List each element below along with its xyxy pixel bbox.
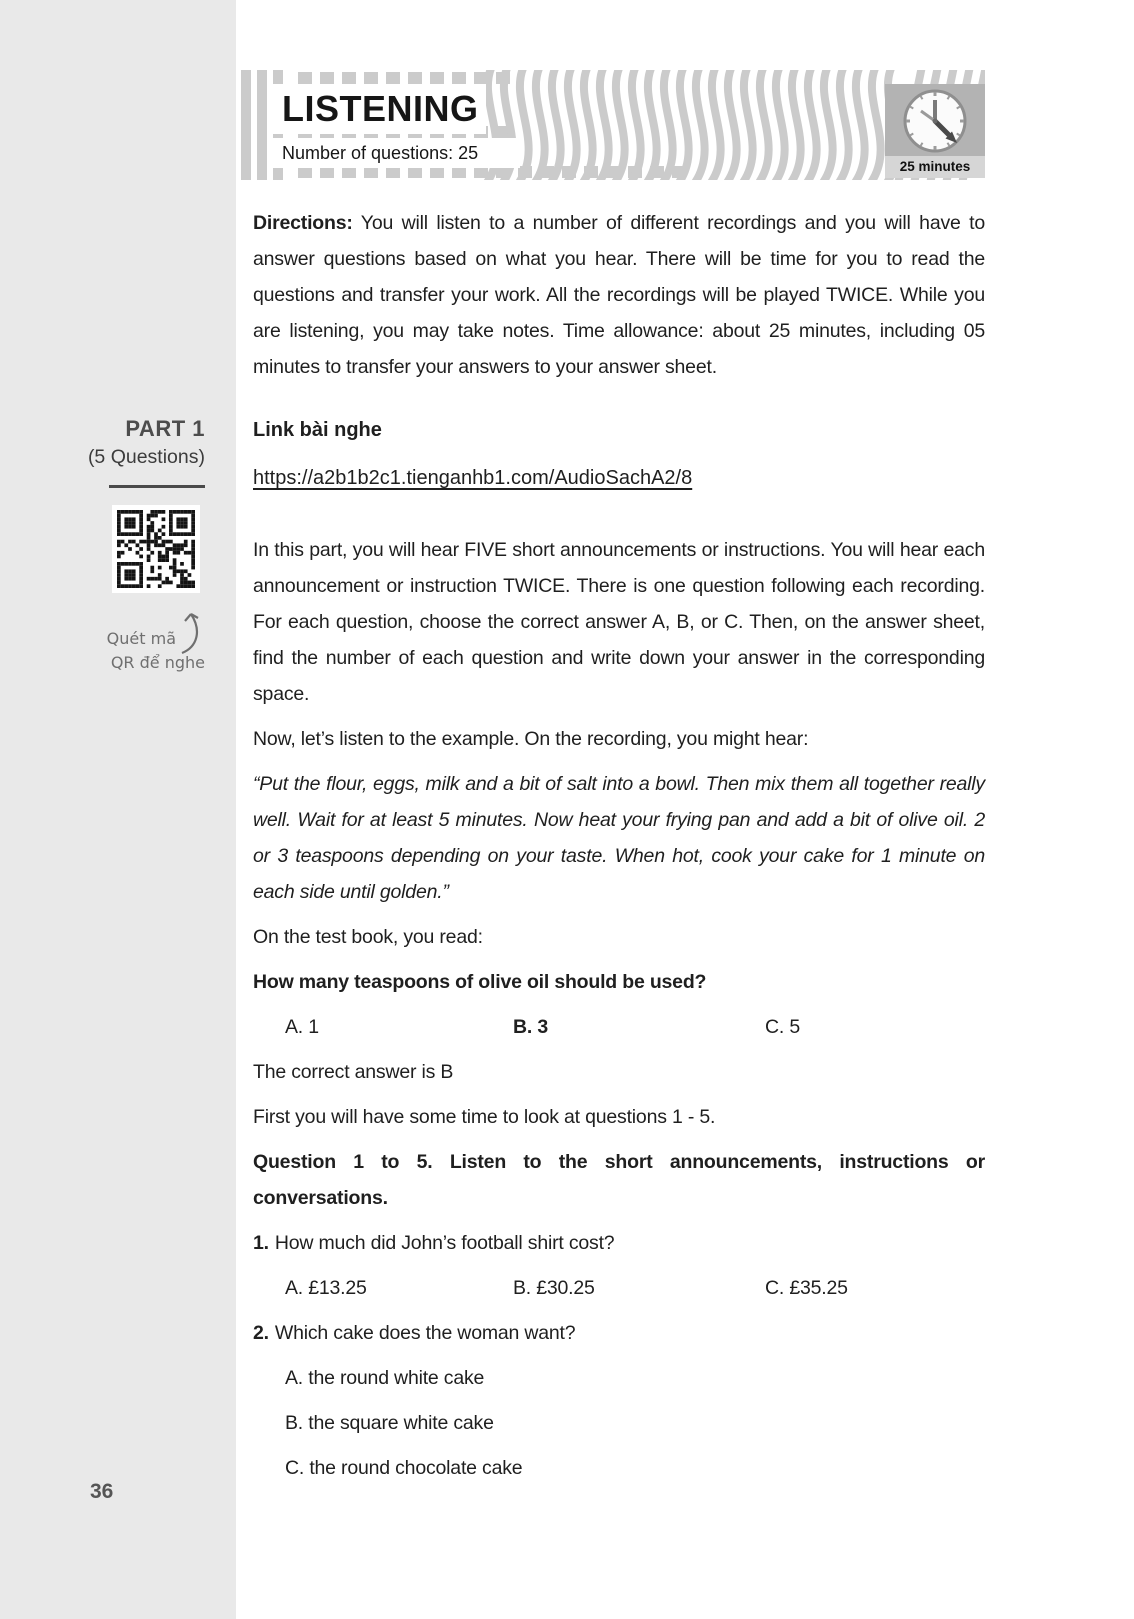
clock-icon <box>885 84 985 156</box>
audio-link-label: Link bài nghe <box>253 419 382 441</box>
example-quote: “Put the flour, eggs, milk and a bit of salt into a bowl. Then mix them all together really well. Wait for at least 5 minutes. Now heat your frying pan and add a bit of olive oil. 2 or 3 teaspoons depending on your taste. When hot, cook your cake for 1 minute on each side until golden.” <box>253 773 985 903</box>
read-lead: On the test book, you read: <box>253 926 483 948</box>
question-2 <box>253 1315 985 1351</box>
question-1-options <box>253 1270 985 1306</box>
example-lead: Now, let’s listen to the example. On the recording, you might hear: <box>253 728 809 750</box>
part-label: PART 1 <box>125 416 205 441</box>
question-2-option-a: A. the round white cake <box>285 1367 485 1389</box>
task-heading: Question 1 to 5. Listen to the short announcements, instructions or conversations. <box>253 1151 985 1209</box>
qr-caption-line2: QR để nghe <box>110 653 205 672</box>
answer-note: The correct answer is B <box>253 1061 454 1083</box>
question-2-text: Which cake does the woman want? <box>274 1322 576 1344</box>
left-sidebar <box>0 0 236 1619</box>
qr-code-icon[interactable] <box>112 505 200 593</box>
divider <box>109 485 205 488</box>
part-block <box>30 416 205 675</box>
question-2-options <box>285 1360 985 1486</box>
timer-label: 25 minutes <box>885 156 985 178</box>
question-count-box <box>268 138 520 168</box>
example-option-b: B. 3 <box>513 1016 548 1038</box>
directions-text: You will listen to a number of different recordings and you will have to answer questions based on what you hear. There will be time for you to read the questions and transfer your work. All the recordings will be played TWICE. While you are listening, you may take notes. Time allowance: about 25 minutes, including 05 minutes to transfer your answers to your answer sheet. <box>253 212 985 378</box>
page-content <box>253 0 985 1495</box>
question-1-number: 1. <box>253 1232 269 1254</box>
page-number: 36 <box>90 1480 114 1503</box>
directions-paragraph <box>253 205 985 385</box>
question-2-option-c: C. the round chocolate cake <box>285 1457 523 1479</box>
example-question: How many teaspoons of olive oil should be used? <box>253 971 707 993</box>
section-title-box <box>268 84 486 134</box>
question-1-option-b: B. £30.25 <box>513 1277 595 1299</box>
section-title: LISTENING <box>282 88 479 129</box>
example-option-c: C. 5 <box>765 1016 800 1038</box>
question-1-text: How much did John’s football shirt cost? <box>274 1232 615 1254</box>
question-2-option-b: B. the square white cake <box>285 1412 494 1434</box>
question-1-option-c: C. £35.25 <box>765 1277 848 1299</box>
section-banner <box>240 70 985 180</box>
example-option-a: A. 1 <box>285 1016 319 1038</box>
qr-caption <box>30 607 205 675</box>
timer-badge <box>885 84 985 178</box>
question-2-number: 2. <box>253 1322 269 1344</box>
part-question-count: (5 Questions) <box>87 446 205 468</box>
audio-link[interactable]: https://a2b1b2c1.tienganhb1.com/AudioSachA2/8 <box>253 467 693 489</box>
look-note: First you will have some time to look at questions 1 - 5. <box>253 1106 716 1128</box>
question-1 <box>253 1225 985 1261</box>
question-count: Number of questions: 25 <box>282 143 479 163</box>
example-options <box>253 1009 985 1045</box>
directions-label: Directions: <box>253 212 353 234</box>
qr-caption-line1: Quét mã <box>106 629 176 648</box>
part1-intro: In this part, you will hear FIVE short announcements or instructions. You will hear each announcement or instruction TWICE. There is one question following each recording. For each question, choose the correct answer A, B, or C. Then, on the answer sheet, find the number of each question and write down your answer in the corresponding space. <box>253 539 985 705</box>
question-1-option-a: A. £13.25 <box>285 1277 367 1299</box>
curved-arrow-icon <box>179 607 205 655</box>
